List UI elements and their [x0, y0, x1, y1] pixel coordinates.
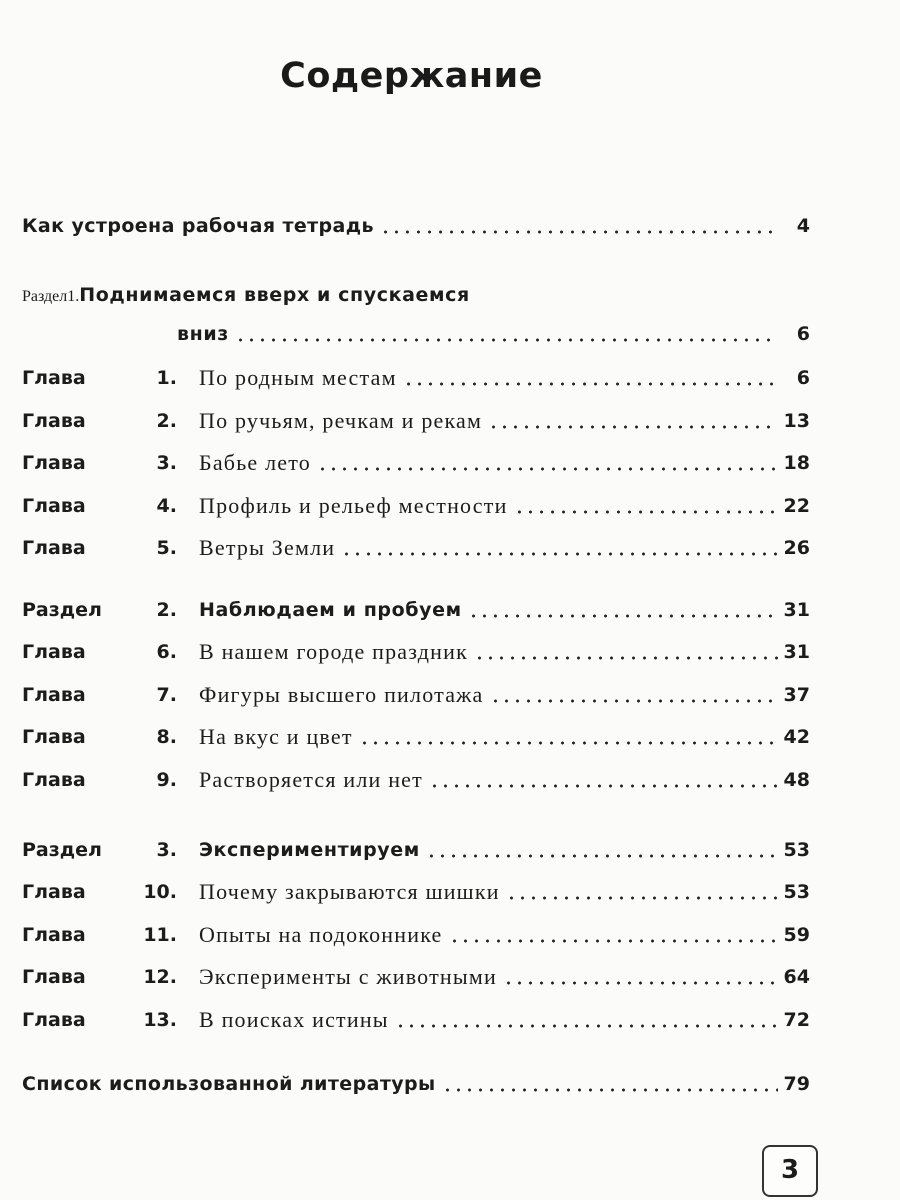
- toc-chapter[interactable]: [22, 872, 810, 906]
- chapter-number: 8.: [156, 726, 177, 748]
- toc-chapter[interactable]: [22, 1000, 810, 1034]
- toc-chapter[interactable]: [22, 443, 810, 477]
- toc-chapter[interactable]: [22, 760, 810, 794]
- chapter-number: 7.: [156, 683, 177, 706]
- toc-chapter[interactable]: [22, 957, 810, 991]
- chapter-kind: Глава: [22, 683, 86, 706]
- page-number: 31: [783, 599, 810, 621]
- dot-leader: [341, 552, 777, 556]
- toc-entry-intro[interactable]: [22, 206, 810, 240]
- dot-leader: [395, 1024, 778, 1028]
- section-title: Поднимаемся вверх и спускаемся: [79, 284, 470, 306]
- page-number: 13: [783, 409, 810, 432]
- page-number: 42: [783, 726, 810, 748]
- page-title: Содержание: [280, 56, 543, 96]
- chapter-title: На вкус и цвет: [199, 724, 353, 749]
- chapter-title: По ручьям, речкам и рекам: [199, 407, 483, 433]
- dot-leader: [317, 467, 778, 471]
- chapter-title: Бабье лето: [199, 450, 311, 475]
- chapter-number: 11.: [143, 923, 177, 946]
- section-number: 3.: [156, 839, 177, 861]
- dot-leader: [468, 614, 778, 618]
- dot-leader: [426, 854, 778, 858]
- toc-chapter[interactable]: [22, 401, 810, 435]
- section-title: Экспериментируем: [199, 839, 420, 861]
- page-number: 79: [783, 1073, 810, 1095]
- chapter-number: 6.: [156, 641, 177, 663]
- chapter-number: 5.: [156, 537, 177, 559]
- chapter-kind: Глава: [22, 881, 86, 903]
- chapter-number: 2.: [156, 409, 177, 432]
- page-number: 6: [796, 323, 810, 345]
- toc-chapter[interactable]: [22, 915, 810, 949]
- chapter-number: 3.: [156, 452, 177, 474]
- toc-chapter[interactable]: [22, 528, 810, 562]
- dot-leader: [449, 939, 778, 943]
- page-number: 4: [796, 215, 810, 237]
- page-number: 37: [783, 683, 810, 706]
- chapter-kind: Глава: [22, 494, 86, 517]
- dot-leader: [429, 784, 778, 788]
- chapter-title: Фигуры высшего пилотажа: [199, 681, 484, 707]
- dot-leader: [503, 981, 778, 985]
- page-number: 64: [783, 966, 810, 988]
- chapter-title: Растворяется или нет: [199, 766, 423, 792]
- page-number-badge: 3: [762, 1145, 818, 1197]
- section-number: 1.: [67, 288, 80, 305]
- dot-leader: [359, 741, 778, 745]
- chapter-number: 4.: [156, 494, 177, 517]
- section-kind: Раздел: [22, 839, 102, 861]
- dot-leader: [490, 699, 778, 703]
- toc-chapter[interactable]: [22, 486, 810, 520]
- chapter-title: По родным местам: [199, 365, 397, 390]
- chapter-number: 9.: [156, 768, 177, 791]
- chapter-title: Ветры Земли: [199, 535, 336, 560]
- dot-leader: [474, 656, 778, 660]
- chapter-kind: Глава: [22, 641, 86, 663]
- page-number: 18: [783, 452, 810, 474]
- toc-section-2[interactable]: [22, 590, 810, 624]
- chapter-kind: Глава: [22, 923, 86, 946]
- section-title: Наблюдаем и пробуем: [199, 599, 462, 621]
- chapter-kind: Глава: [22, 537, 86, 559]
- toc-chapter[interactable]: [22, 632, 810, 666]
- dot-leader: [506, 896, 778, 900]
- page-number: 53: [783, 881, 810, 903]
- toc-section-1-line1[interactable]: [22, 272, 810, 306]
- dot-leader: [380, 230, 778, 234]
- section-number: 2.: [156, 599, 177, 621]
- toc-section-1-line2[interactable]: [22, 314, 810, 348]
- entry-title: Список использованной литературы: [22, 1073, 436, 1095]
- chapter-title: Почему закрываются шишки: [199, 879, 500, 904]
- chapter-kind: Глава: [22, 367, 86, 389]
- dot-leader: [514, 510, 778, 514]
- chapter-number: 12.: [143, 966, 177, 988]
- dot-leader: [488, 425, 777, 429]
- chapter-title: Опыты на подоконнике: [199, 921, 443, 947]
- chapter-title: Профиль и рельеф местности: [199, 492, 508, 518]
- dot-leader: [235, 338, 778, 342]
- chapter-kind: Глава: [22, 1008, 86, 1031]
- section-title-cont: вниз: [177, 323, 229, 345]
- entry-title: Как устроена рабочая тетрадь: [22, 215, 374, 237]
- toc-section-3[interactable]: [22, 830, 810, 864]
- chapter-number: 13.: [143, 1008, 177, 1031]
- chapter-kind: Глава: [22, 726, 86, 748]
- page-number: 48: [783, 768, 810, 791]
- dot-leader: [403, 382, 778, 386]
- chapter-kind: Глава: [22, 966, 86, 988]
- chapter-title: В поисках истины: [199, 1006, 389, 1032]
- toc-chapter[interactable]: [22, 358, 810, 392]
- chapter-kind: Глава: [22, 409, 86, 432]
- section-kind: Раздел: [22, 288, 68, 305]
- chapter-title: В нашем городе праздник: [199, 639, 468, 664]
- section-kind: Раздел: [22, 599, 102, 621]
- dot-leader: [442, 1088, 778, 1092]
- toc-chapter[interactable]: [22, 717, 810, 751]
- page-number: 26: [783, 537, 810, 559]
- chapter-kind: Глава: [22, 768, 86, 791]
- page-number: 59: [783, 923, 810, 946]
- toc-entry-bibliography[interactable]: [22, 1064, 810, 1098]
- toc-chapter[interactable]: [22, 675, 810, 709]
- page-number: 22: [783, 494, 810, 517]
- chapter-kind: Глава: [22, 452, 86, 474]
- chapter-number: 1.: [156, 367, 177, 389]
- page-number: 6: [796, 367, 810, 389]
- chapter-number: 10.: [143, 881, 177, 903]
- chapter-title: Эксперименты с животными: [199, 964, 497, 989]
- page-number: 53: [783, 839, 810, 861]
- page-number: 72: [783, 1008, 810, 1031]
- page-number: 31: [783, 641, 810, 663]
